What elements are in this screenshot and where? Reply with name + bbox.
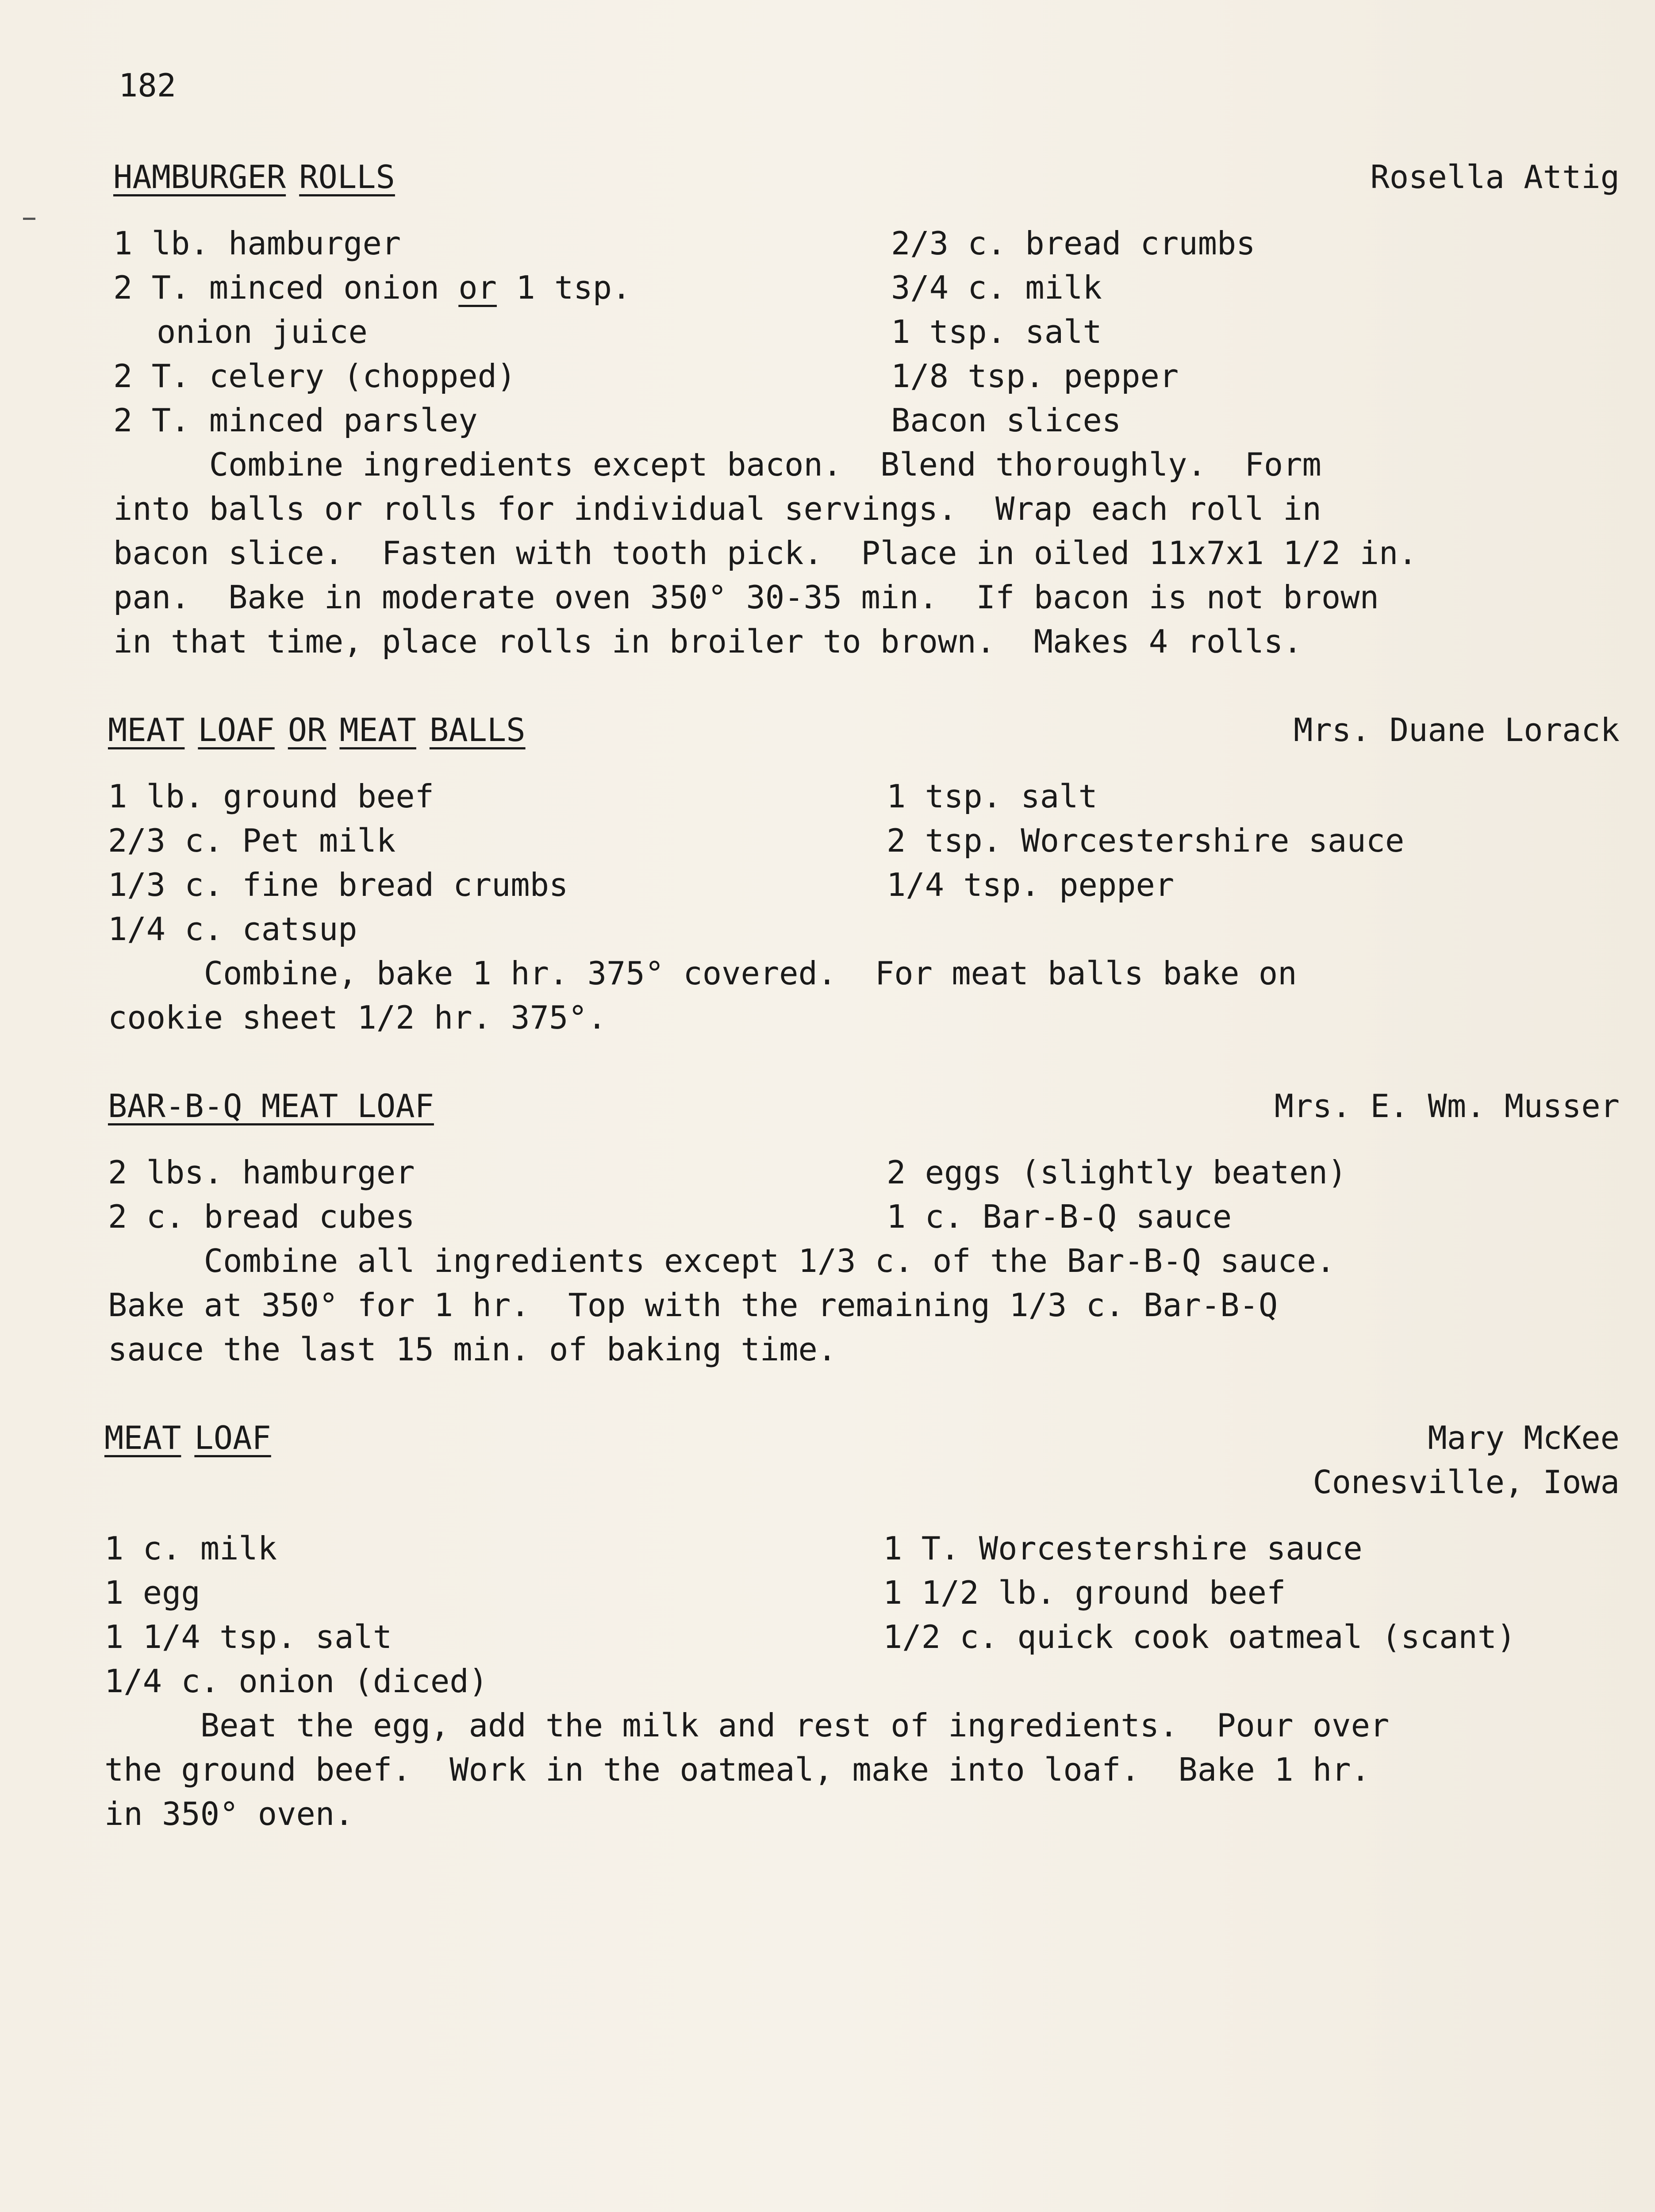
ingredient-right: 2 tsp. Worcestershire sauce [887,822,1405,859]
ingredient-left: 1/4 c. onion (diced) [104,1663,488,1700]
ingredient-right: 1 c. Bar-B-Q sauce [887,1198,1232,1235]
ingredient-left: 2 c. bread cubes [108,1198,415,1235]
title-word: BALLS [429,711,526,749]
ingredient-left: onion juice [157,313,368,350]
ingredient-or: or [458,269,497,306]
directions-line: in that time, place rolls in broiler to brown. Makes 4 rolls. [113,623,1302,660]
directions-line: pan. Bake in moderate oven 350° 30-35 min. If bacon is not brown [113,579,1379,616]
title-word: OR [288,711,326,749]
ingredient-right: 1 1/2 lb. ground beef [883,1574,1286,1611]
ingredient-right: 3/4 c. milk [891,269,1102,306]
ingredient-left: 1 lb. hamburger [113,225,401,262]
directions-line: Combine ingredients except bacon. Blend thoroughly. Form [113,446,1321,483]
ingredient-right: 1/4 tsp. pepper [887,866,1175,903]
ingredient-left: 1 lb. ground beef [108,778,434,815]
recipe-title-bar-b-q-meat-loaf: BAR-B-Q MEAT LOAF [108,1087,434,1125]
ingredient-right: 1/2 c. quick cook oatmeal (scant) [883,1618,1516,1655]
directions-line: in 350° oven. [104,1795,354,1832]
recipe-contributor: Mary McKee [1428,1419,1620,1456]
ingredient-right: 2 eggs (slightly beaten) [887,1154,1347,1191]
title-word: MEAT [339,711,416,749]
recipe-title-hamburger-rolls [113,155,395,199]
recipe-contributor-location: Conesville, Iowa [1313,1463,1620,1501]
ingredient-left: 1 c. milk [104,1530,277,1567]
ingredient-right: 1 tsp. salt [887,778,1098,815]
ingredient-left: 1 1/4 tsp. salt [104,1618,392,1655]
recipe-title-meat-loaf [104,1416,271,1460]
ingredient-left: 2 T. celery (chopped) [113,357,516,395]
directions-line: cookie sheet 1/2 hr. 375°. [108,999,607,1036]
ingredient-text: 1 tsp. [496,269,631,306]
ingredient-right: 2/3 c. bread crumbs [891,225,1256,262]
ingredient-left [113,265,631,310]
title-word: HAMBURGER [113,158,286,196]
ingredient-left: 2 T. minced parsley [113,402,478,439]
title-word: LOAF [198,711,275,749]
recipe-contributor: Mrs. Duane Lorack [1294,711,1620,749]
ingredient-text: 2 T. minced onion [113,269,459,306]
directions-line: sauce the last 15 min. of baking time. [108,1331,837,1368]
ingredient-left: 2 lbs. hamburger [108,1154,415,1191]
ingredient-left: 1/3 c. fine bread crumbs [108,866,568,903]
directions-line: the ground beef. Work in the oatmeal, make into loaf. Bake 1 hr. [104,1751,1370,1788]
ingredient-left: 2/3 c. Pet milk [108,822,396,859]
directions-line: Beat the egg, add the milk and rest of ingredients. Pour over [104,1707,1390,1744]
recipe-title-meat-loaf-or-meat-balls [108,708,526,752]
margin-mark [23,218,35,220]
directions-line: into balls or rolls for individual servings. Wrap each roll in [113,490,1321,527]
ingredient-right: Bacon slices [891,402,1121,439]
title-word: ROLLS [299,158,395,196]
directions-line: Bake at 350° for 1 hr. Top with the remaining 1/3 c. Bar-B-Q [108,1286,1278,1324]
title-word: LOAF [194,1419,271,1456]
directions-line: bacon slice. Fasten with tooth pick. Place in oiled 11x7x1 1/2 in. [113,534,1417,572]
page-number: 182 [119,67,177,104]
ingredient-right: 1 tsp. salt [891,313,1102,350]
title-word: MEAT [104,1419,181,1456]
ingredient-right: 1/8 tsp. pepper [891,357,1179,395]
ingredient-left: 1/4 c. catsup [108,910,357,948]
ingredient-right: 1 T. Worcestershire sauce [883,1530,1363,1567]
recipe-contributor: Rosella Attig [1370,158,1620,196]
ingredient-left: 1 egg [104,1574,200,1611]
title-word: MEAT [108,711,185,749]
directions-line: Combine all ingredients except 1/3 c. of the Bar-B-Q sauce. [108,1242,1336,1279]
recipe-contributor: Mrs. E. Wm. Musser [1274,1087,1620,1125]
directions-line: Combine, bake 1 hr. 375° covered. For meat balls bake on [108,955,1297,992]
